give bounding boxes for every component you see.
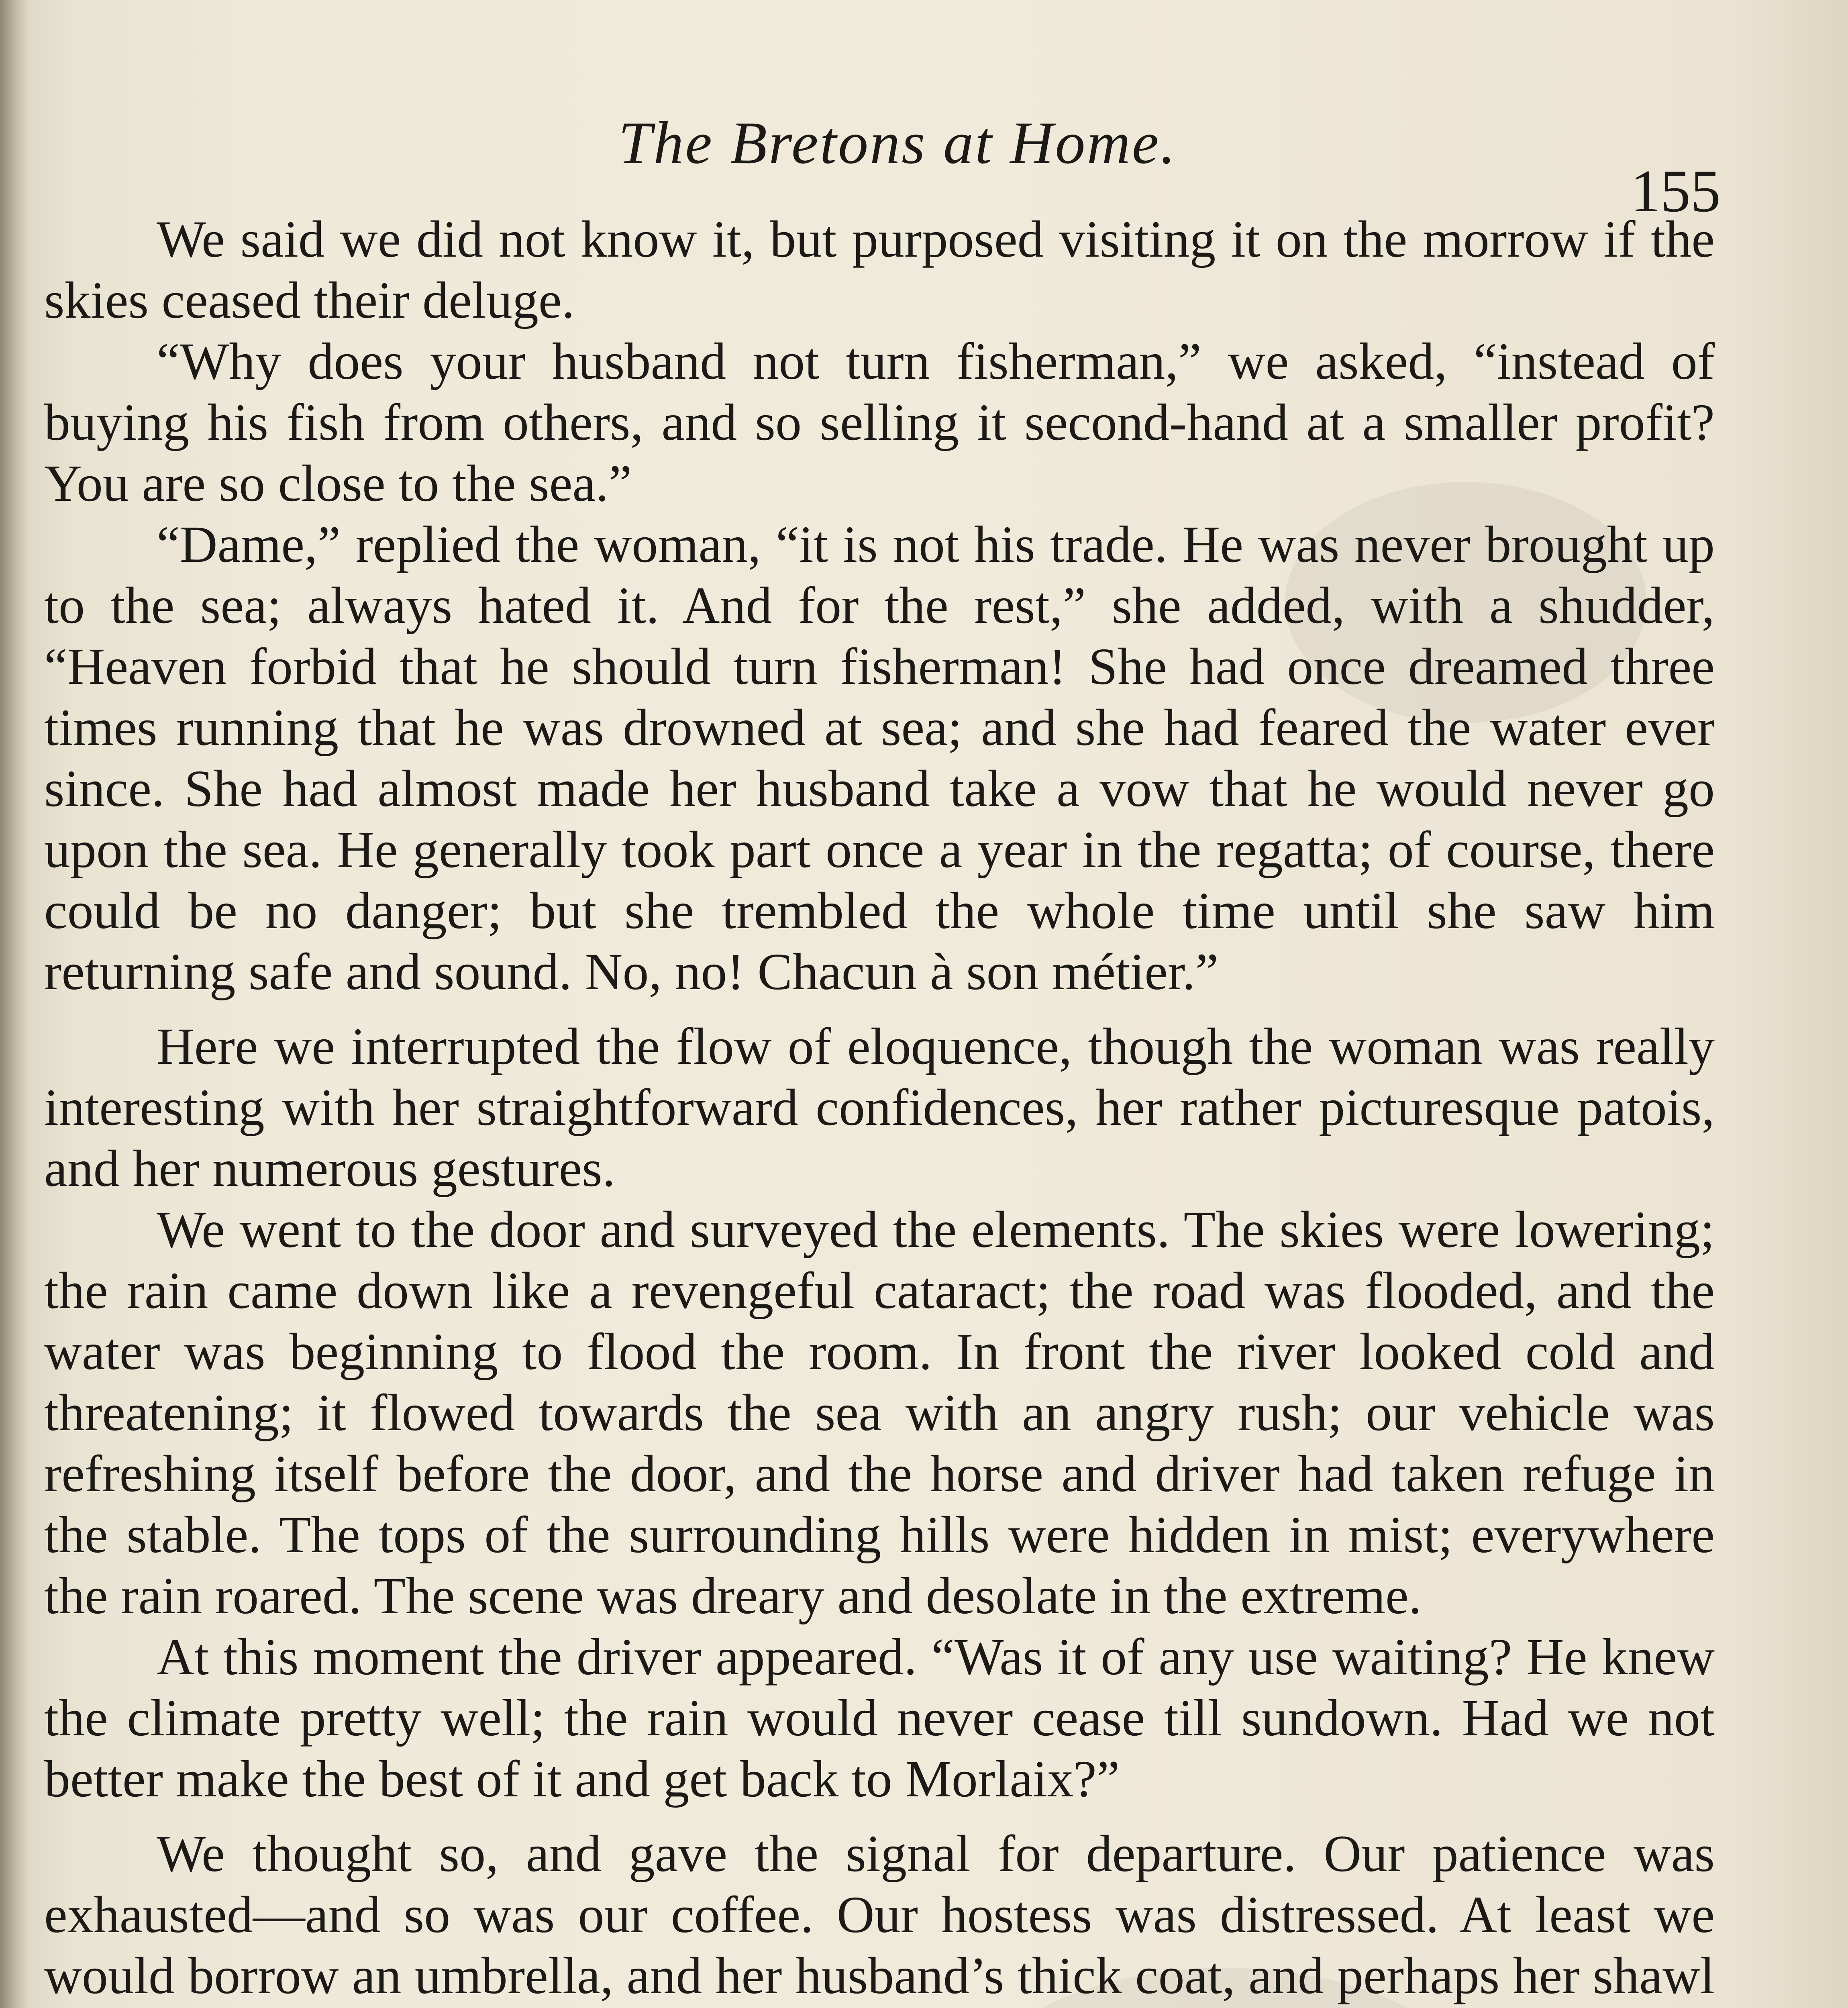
page-number: 155	[1630, 158, 1721, 224]
body-text	[44, 209, 1715, 2008]
paragraph: “Why does your husband not turn fisherman,” we asked, “instead of buying his fish from others, and so selling it second-hand at a smaller profit? You are so close to the sea.”	[44, 333, 1715, 512]
paragraph: We thought so, and gave the signal for departure. Our patience was exhausted—and so was our coffee. Our hostess was distressed. At least we would borrow an umbrella, and her husband’s thick coat, and perhaps her shawl	[44, 1825, 1715, 2005]
running-title: The Bretons at Home.	[618, 110, 1177, 176]
paragraph: “Dame,” replied the woman, “it is not his trade. He was never brought up to the sea; always hated it. And for the rest,” she added, with a shudder, “Heaven forbid that he should turn fisherman! She had once dreamed three times running that he was drowned at sea; and she had feared the water ever since. She had almost made her husband take a vow that he would never go upon the sea. He generally took part once a year in the regatta; of course, there could be no danger; but she trembled the whole time until she saw him returning safe and sound. No, no! Chacun à son métier.”	[44, 516, 1715, 1001]
paragraph: We went to the door and surveyed the elements. The skies were lowering; the rain came down like a revengeful cataract; the road was flooded, and the water was beginning to flood the room. In front the river looked cold and threatening; it flowed towards the sea with an angry rush; our vehicle was refreshing itself before the door, and the horse and driver had taken refuge in the stable. The tops of the surrounding hills were hidden in mist; everywhere the rain roared. The scene was dreary and desolate in the extreme.	[44, 1201, 1715, 1625]
paragraph: We said we did not know it, but purposed visiting it on the morrow if the skies ceased their deluge.	[44, 210, 1715, 329]
paragraph: Here we interrupted the flow of eloquence, though the woman was really interesting with her straightforward confidences, her rather picturesque patois, and her numerous gestures.	[44, 1018, 1715, 1198]
page-gutter-shadow	[0, 0, 28, 2008]
page-header	[0, 100, 1848, 224]
paragraph: At this moment the driver appeared. “Was it of any use waiting? He knew the climate pretty well; the rain would never cease till sundown. Had we not better make the best of it and get back to Morlaix?”	[44, 1628, 1715, 1808]
